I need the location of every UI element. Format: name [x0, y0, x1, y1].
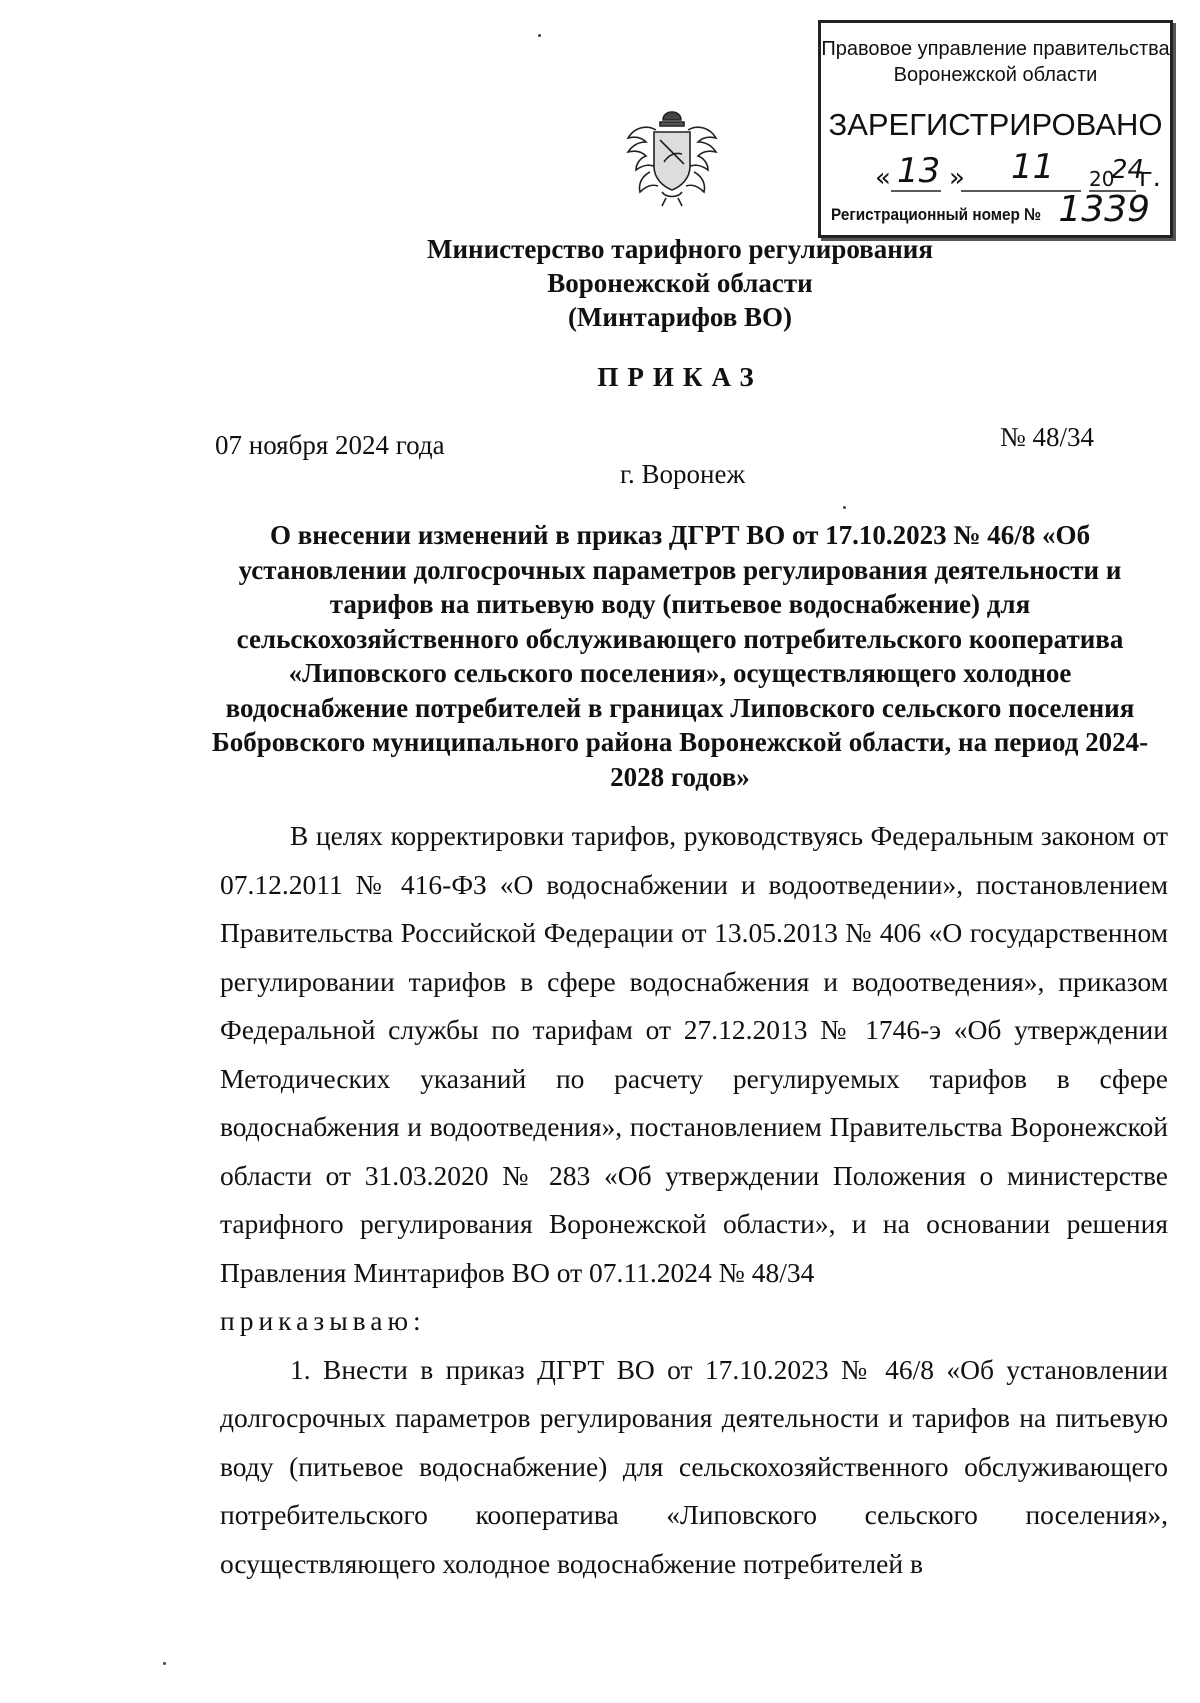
ministry-line1: Министерство тарифного регулирования	[427, 234, 933, 264]
ministry-line3: (Минтарифов ВО)	[567, 302, 793, 332]
stamp-year-suffix: 24	[1111, 155, 1145, 185]
document-date: 07 ноября 2024 года	[215, 430, 445, 460]
stamp-year-unit: г.	[1139, 163, 1161, 193]
scan-speck	[843, 506, 846, 509]
order-word: приказываю:	[220, 1305, 426, 1336]
stamp-authority-line2: Воронежской области	[893, 64, 1098, 86]
stamp-day: 13	[897, 151, 941, 191]
coat-of-arms-icon	[620, 106, 724, 210]
stamp-month: 11	[1011, 147, 1055, 187]
document-city: г. Воронеж	[620, 459, 746, 489]
item-1-paragraph: 1. Внести в приказ ДГРТ ВО от 17.10.2023 № 46/8 «Об установлении долгосрочных параметров регулирования деятельности и тарифов на питьевую воду (питьевое водоснабжение) для сельскохозяйственного обслуживающего потребительского кооператива «Липовского сельского поселения», осуществляющего холодное водоснабжение потребителей в	[220, 1353, 1168, 1579]
stamp-registered-label: ЗАРЕГИСТРИРОВАНО	[828, 107, 1163, 142]
stamp-regnum-label: Регистрационный номер №	[831, 205, 1042, 224]
ministry-line2: Воронежской области	[547, 268, 813, 298]
stamp-regnum-value: 1339	[1058, 189, 1150, 230]
registration-stamp	[818, 20, 1173, 238]
stamp-quote-open: «	[875, 163, 891, 193]
document-number: № 48/34	[1000, 422, 1095, 452]
document-title: О внесении изменений в приказ ДГРТ ВО от 17.10.2023 № 46/8 «Об установлении долгосрочных параметров регулирования деятельности и тарифов на питьевую воду (питьевое водоснабжение) для сельскохозяйственного обслуживающего потребительского кооператива «Липовского сельского поселения», осуществляющего холодное водоснабжение потребителей в границах Липовского сельского поселения Бобровского муниципального района Воронежской области, на период 2024-2028 годов»	[211, 520, 1149, 792]
scan-speck	[163, 1662, 166, 1665]
stamp-regnum-row	[831, 189, 1162, 235]
document-type: ПРИКАЗ	[597, 362, 763, 392]
preamble-paragraph: В целях корректировки тарифов, руководствуясь Федеральным законом от 07.12.2011 № 416-ФЗ «О водоснабжении и водоотведении», постановлением Правительства Российской Федерации от 13.05.2013 № 406 «О государственном регулировании тарифов в сфере водоснабжения и водоотведения», приказом Федеральной службы по тарифам от 27.12.2013 № 1746-э «Об утверждении Методических указаний по расчету регулируемых тарифов в сфере водоснабжения и водоотведения», постановлением Правительства Воронежской области от 31.03.2020 № 283 «Об утверждении Положения о министерстве тарифного регулирования Воронежской области», и на основании решения Правления Минтарифов ВО от 07.11.2024 № 48/34	[220, 820, 1168, 1288]
stamp-year-prefix: 20	[1089, 167, 1115, 191]
document-body	[220, 812, 1168, 1588]
ministry-name	[80, 232, 1200, 334]
stamp-quote-close: »	[949, 163, 965, 193]
scan-speck	[538, 34, 541, 37]
stamp-authority-line1: Правовое управление правительства	[821, 38, 1170, 60]
